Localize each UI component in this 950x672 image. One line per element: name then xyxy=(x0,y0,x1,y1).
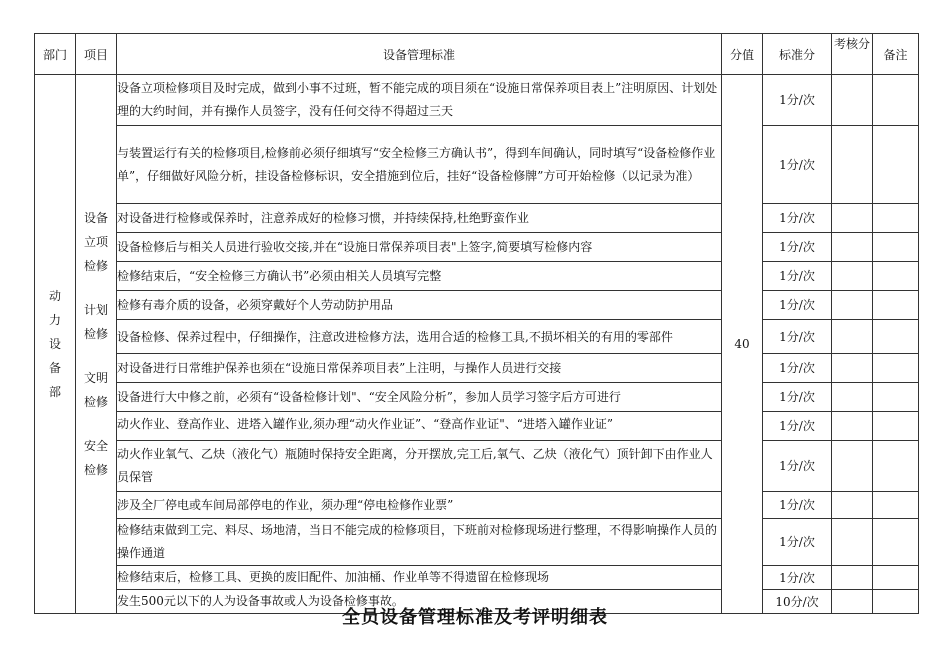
std-score: 1分/次 xyxy=(763,75,832,126)
table-row xyxy=(35,233,919,262)
std-score: 1分/次 xyxy=(763,320,832,354)
assess-cell xyxy=(832,354,873,383)
table-row xyxy=(35,354,919,383)
assess-cell xyxy=(832,126,873,204)
table-row xyxy=(35,75,919,126)
standard-text: 对设备进行检修或保养时，注意养成好的检修习惯，并持续保持,杜绝野蛮作业 xyxy=(117,204,722,233)
remark-cell xyxy=(873,383,919,412)
table-row xyxy=(35,383,919,412)
header-dept: 部门 xyxy=(35,34,76,75)
remark-cell xyxy=(873,441,919,492)
assess-cell xyxy=(832,519,873,566)
table-row xyxy=(35,320,919,354)
dept-char: 备 xyxy=(48,361,61,375)
standard-text: 检修结束后，检修工具、更换的废旧配件、加油桶、作业单等不得遗留在检修现场 xyxy=(117,566,722,590)
std-score: 1分/次 xyxy=(763,354,832,383)
remark-cell xyxy=(873,320,919,354)
std-score: 1分/次 xyxy=(763,291,832,320)
dept-char: 部 xyxy=(48,385,61,399)
standard-text: 动火作业氧气、乙炔（液化气）瓶随时保持安全距离，分开摆放,完工后,氧气、乙炔（液化气）顶针卸下由作业人员保管 xyxy=(117,441,722,492)
assess-cell xyxy=(832,492,873,519)
std-score: 1分/次 xyxy=(763,262,832,291)
standard-text: 检修结束做到工完、料尽、场地清，当日不能完成的检修项目，下班前对检修现场进行整理，不得影响操作人员的操作通道 xyxy=(117,519,722,566)
standard-text: 与装置运行有关的检修项目,检修前必须仔细填写“安全检修三方确认书”，得到车间确认，同时填写“设备检修作业单”，仔细做好风险分析，挂设备检修标识，安全措施到位后，挂好“设备检修牌”方可开始检修（以记录为准） xyxy=(117,126,722,204)
remark-cell xyxy=(873,204,919,233)
header-row xyxy=(35,34,919,75)
standard-text: 对设备进行日常维护保养也须在“设施日常保养项目表”上注明，与操作人员进行交接 xyxy=(117,354,722,383)
header-score: 分值 xyxy=(722,34,763,75)
remark-cell xyxy=(873,291,919,320)
table-row xyxy=(35,412,919,441)
std-score: 1分/次 xyxy=(763,383,832,412)
remark-cell xyxy=(873,262,919,291)
std-score: 1分/次 xyxy=(763,492,832,519)
dept-char: 设 xyxy=(48,337,61,351)
remark-cell xyxy=(873,566,919,590)
std-score: 1分/次 xyxy=(763,126,832,204)
department-cell xyxy=(35,75,76,614)
assess-cell xyxy=(832,291,873,320)
table-row xyxy=(35,126,919,204)
remark-cell xyxy=(873,354,919,383)
assess-cell xyxy=(832,383,873,412)
header-item: 项目 xyxy=(76,34,117,75)
standard-text: 涉及全厂停电或车间局部停电的作业，须办理“停电检修作业票” xyxy=(117,492,722,519)
item-cell xyxy=(76,75,117,614)
item-line: 检修 xyxy=(83,395,108,409)
std-score: 10分/次 xyxy=(763,590,832,614)
header-remark: 备注 xyxy=(873,34,919,75)
standard-text: 设备检修、保养过程中，仔细操作，注意改进检修方法，选用合适的检修工具,不损坏相关的有用的零部件 xyxy=(117,320,722,354)
remark-cell xyxy=(873,75,919,126)
remark-cell xyxy=(873,233,919,262)
standard-text: 检修结束后，“安全检修三方确认书”必须由相关人员填写完整 xyxy=(117,262,722,291)
header-std-score: 标准分 xyxy=(763,34,832,75)
dept-char: 力 xyxy=(48,313,61,327)
standard-text: 设备立项检修项目及时完成，做到小事不过班，暂不能完成的项目须在“设施日常保养项目表上”注明原因、计划处理的大约时间，并有操作人员签字，没有任何交待不得超过三天 xyxy=(117,75,722,126)
assess-cell xyxy=(832,566,873,590)
standard-text: 设备检修后与相关人员进行验收交接,并在“设施日常保养项目表"上签字,简要填写检修内容 xyxy=(117,233,722,262)
item-line: 检修 xyxy=(83,463,108,477)
total-score: 40 xyxy=(722,75,763,614)
standard-text: 发生500元以下的人为设备事故或人为设备检修事故。 xyxy=(117,590,722,614)
item-line: 安全 xyxy=(83,439,108,453)
header-assess xyxy=(832,34,873,75)
table-row xyxy=(35,441,919,492)
std-score: 1分/次 xyxy=(763,519,832,566)
std-score: 1分/次 xyxy=(763,566,832,590)
std-score: 1分/次 xyxy=(763,233,832,262)
table-row xyxy=(35,492,919,519)
standard-text: 检修有毒介质的设备，必须穿戴好个人劳动防护用品 xyxy=(117,291,722,320)
std-score: 1分/次 xyxy=(763,412,832,441)
assess-cell xyxy=(832,262,873,291)
remark-cell xyxy=(873,412,919,441)
table-row xyxy=(35,519,919,566)
remark-cell xyxy=(873,492,919,519)
page-title: 全员设备管理标准及考评明细表 xyxy=(342,607,608,628)
item-line: 检修 xyxy=(83,327,108,341)
dept-char: 动 xyxy=(48,289,61,303)
std-score: 1分/次 xyxy=(763,441,832,492)
assess-cell xyxy=(832,412,873,441)
assess-cell xyxy=(832,441,873,492)
standard-text: 设备进行大中修之前，必须有“设备检修计划"、“安全风险分析”，参加人员学习签字后方可进行 xyxy=(117,383,722,412)
table-row xyxy=(35,291,919,320)
std-score: 1分/次 xyxy=(763,204,832,233)
assess-cell xyxy=(832,320,873,354)
item-line: 立项 xyxy=(83,235,108,249)
table-row xyxy=(35,204,919,233)
standard-text: 动火作业、登高作业、进塔入罐作业,须办理“动火作业证”、“登高作业证"、“进塔入罐作业证” xyxy=(117,412,722,441)
item-line: 计划 xyxy=(83,303,108,317)
assess-cell xyxy=(832,204,873,233)
table-row xyxy=(35,566,919,590)
header-assess-label: 考核分 xyxy=(833,37,870,51)
table-row xyxy=(35,262,919,291)
management-standard-table xyxy=(34,33,919,614)
remark-cell xyxy=(873,519,919,566)
header-standard: 设备管理标准 xyxy=(117,34,722,75)
remark-cell xyxy=(873,126,919,204)
item-line: 文明 xyxy=(83,371,108,385)
assess-cell xyxy=(832,75,873,126)
assess-cell xyxy=(832,233,873,262)
item-line: 设备 xyxy=(83,211,108,225)
item-line: 检修 xyxy=(83,259,108,273)
